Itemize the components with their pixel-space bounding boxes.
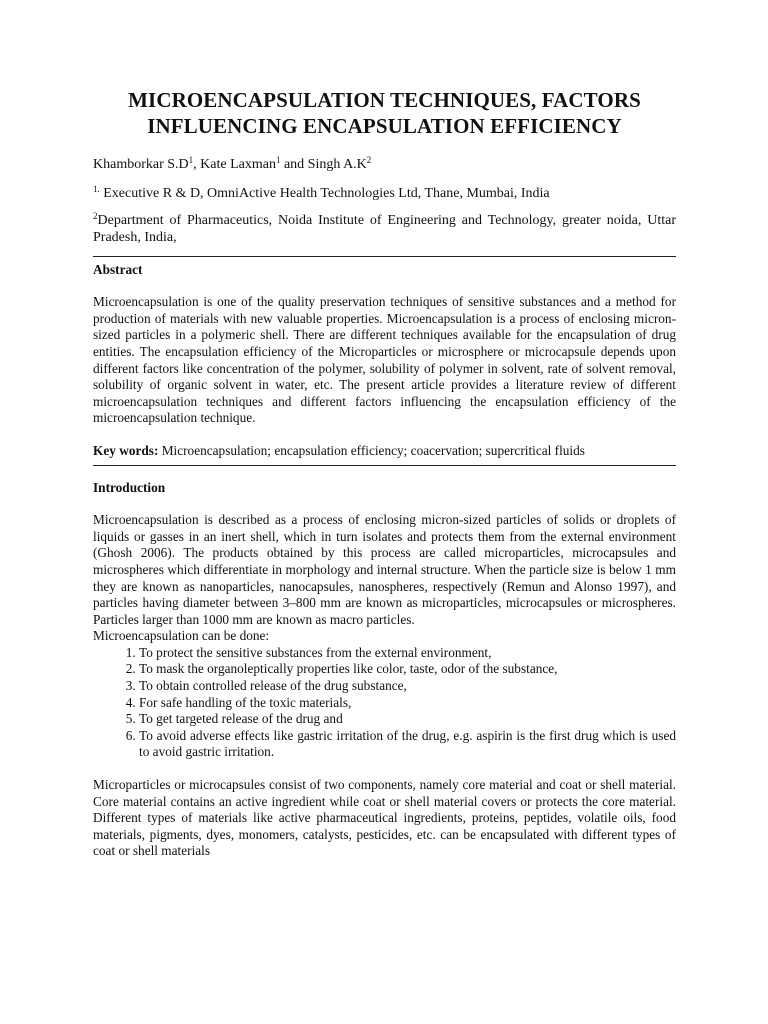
list-item: 1. To protect the sensitive substances from the external environment, bbox=[139, 645, 676, 662]
author-2-affil-marker: 1 bbox=[275, 155, 281, 165]
list-intro: Microencapsulation can be done: bbox=[93, 628, 270, 644]
affiliation-1 bbox=[93, 185, 676, 202]
keywords-text: Microencapsulation; encapsulation efficiency; coacervation; supercritical fluids bbox=[158, 442, 585, 458]
title-line-1: MICROENCAPSULATION TECHNIQUES, FACTORS bbox=[128, 88, 641, 112]
affiliation-2-text: Department of Pharmaceutics, Noida Institute of Engineering and Technology, greater noida, Uttar Pradesh, India, bbox=[93, 212, 676, 245]
affiliation-1-text: Executive R & D, OmniActive Health Technologies Ltd, Thane, Mumbai, India bbox=[99, 185, 550, 201]
introduction-paragraph-2: Microparticles or microcapsules consist of two components, namely core material and coat or shell material. Core material contains an active ingredient while coat or shell material covers or protects the core material. Different types of materials like active pharmaceutical ingredients, proteins, peptides, volatile oils, food materials, pigments, dyes, monomers, catalysts, pesticides, etc. can be encapsulated with different types of coat or shell materials bbox=[93, 777, 676, 859]
author-1: Khamborkar S.D bbox=[93, 157, 189, 172]
author-3: Singh A.K bbox=[307, 157, 367, 172]
abstract-text: Microencapsulation is one of the quality preservation techniques of sensitive substances and a method for production of materials with new valuable properties. Microencapsulation is a process of enclosing micron-sized particles in a polymeric shell. There are different techniques available for the encapsulation of drug entities. The encapsulation efficiency of the Microparticles or microsphere or microcapsule depends upon different factors like concentration of the polymer, solubility of polymer in solvent, rate of solvent removal, solubility of organic solvent in water, etc. The present article provides a literature review of different microencapsulation techniques and different factors influencing the encapsulation efficiency of the microencapsulation technique. bbox=[93, 294, 676, 426]
author-1-affil-marker: 1 bbox=[188, 155, 194, 165]
author-separator: and bbox=[280, 157, 308, 172]
list-item: 4. For safe handling of the toxic materials, bbox=[139, 695, 676, 712]
article-body bbox=[93, 87, 676, 876]
list-item: 2. To mask the organoleptically properties like color, taste, odor of the substance, bbox=[139, 661, 676, 678]
affiliation-1-marker: 1. bbox=[93, 183, 100, 194]
affiliation-2-marker: 2 bbox=[93, 210, 98, 221]
abstract-top-rule bbox=[93, 256, 676, 257]
keywords-label: Key words: bbox=[93, 442, 159, 458]
list-item: 5. To get targeted release of the drug and bbox=[139, 711, 676, 728]
introduction-paragraph-1: Microencapsulation is described as a process of enclosing micron-sized particles of solids or droplets of liquids or gasses in an inert shell, which in turn isolates and protects them from the external environment (Ghosh 2006). The products obtained by this process are called microparticles, microcapsules and microspheres which differentiate in morphology and internal structure. When the particle size is below 1 mm they are known as nanoparticles, nanocapsules, nanospheres, respectively (Remun and Alonso 1997), and particles having diameter between 3–800 mm are known as microparticles, microcapsules or microspheres. Particles larger than 1000 mm are known as macro particles. bbox=[93, 512, 676, 627]
author-separator: , bbox=[193, 157, 201, 172]
list-item: 3. To obtain controlled release of the drug substance, bbox=[139, 678, 676, 695]
author-2: Kate Laxman bbox=[200, 157, 276, 172]
keywords bbox=[93, 443, 676, 460]
author-list bbox=[93, 157, 676, 174]
abstract-heading: Abstract bbox=[93, 261, 143, 277]
list-item: 6. To avoid adverse effects like gastric irritation of the drug, e.g. aspirin is the first drug which is used to avoid gastric irritation. bbox=[139, 728, 676, 761]
title-line-2: INFLUENCING ENCAPSULATION EFFICIENCY bbox=[147, 114, 622, 138]
introduction-heading: Introduction bbox=[93, 479, 166, 495]
article-title bbox=[93, 87, 676, 139]
keywords-bottom-rule bbox=[93, 465, 676, 466]
affiliation-2 bbox=[93, 212, 676, 246]
author-3-affil-marker: 2 bbox=[366, 155, 372, 165]
encapsulation-reasons-list bbox=[93, 645, 676, 761]
